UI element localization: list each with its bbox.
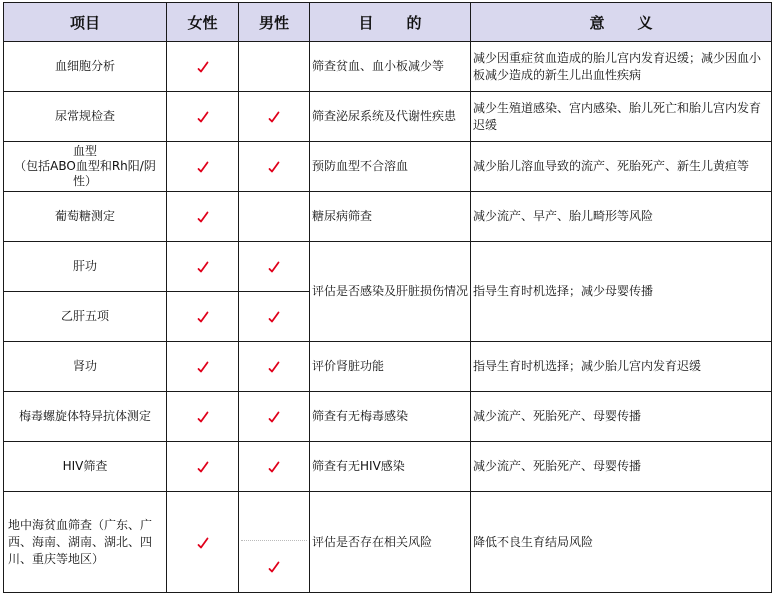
table-row [4, 42, 772, 92]
header-item: 项目 [4, 3, 167, 42]
meaning-cell: 指导生育时机选择；减少母婴传播 [471, 242, 772, 342]
table-row [4, 392, 772, 442]
header-meaning-char2: 义 [637, 13, 653, 32]
table-row [4, 92, 772, 142]
item-cell: 肝功 [4, 242, 167, 292]
checkmark-icon [197, 111, 209, 123]
male-cell [239, 342, 310, 392]
header-purpose [310, 3, 471, 42]
table-row [4, 442, 772, 492]
purpose-cell: 糖尿病筛查 [310, 192, 471, 242]
female-cell [167, 92, 239, 142]
table-row [4, 242, 772, 292]
checkmark-icon [197, 211, 209, 223]
table-row [4, 192, 772, 242]
purpose-cell: 评价肾脏功能 [310, 342, 471, 392]
checkmark-icon [268, 411, 280, 423]
checkmark-icon [268, 311, 280, 323]
female-cell [167, 492, 239, 593]
header-purpose-char2: 的 [406, 13, 422, 32]
female-cell [167, 42, 239, 92]
item-cell [4, 142, 167, 192]
header-purpose-char1: 目 [358, 13, 374, 32]
meaning-cell: 减少流产、早产、胎儿畸形等风险 [471, 192, 772, 242]
purpose-cell: 预防血型不合溶血 [310, 142, 471, 192]
item-cell: 乙肝五项 [4, 292, 167, 342]
purpose-cell: 评估是否感染及肝脏损伤情况 [310, 242, 471, 342]
purpose-cell: 筛查泌尿系统及代谢性疾患 [310, 92, 471, 142]
male-cell [239, 292, 310, 342]
meaning-cell: 降低不良生育结局风险 [471, 492, 772, 593]
purpose-cell: 筛查有无梅毒感染 [310, 392, 471, 442]
checkmark-icon [197, 61, 209, 73]
checkmark-icon [268, 261, 280, 273]
header-female: 女性 [167, 3, 239, 42]
purpose-cell: 评估是否存在相关风险 [310, 492, 471, 593]
female-cell [167, 442, 239, 492]
table-row [4, 142, 772, 192]
checkmark-icon [197, 461, 209, 473]
meaning-cell: 指导生育时机选择；减少胎儿宫内发育迟缓 [471, 342, 772, 392]
meaning-cell: 减少流产、死胎死产、母婴传播 [471, 392, 772, 442]
checkmark-icon [197, 311, 209, 323]
male-cell [239, 42, 310, 92]
female-cell [167, 192, 239, 242]
purpose-cell: 筛查有无HIV感染 [310, 442, 471, 492]
male-cell [239, 242, 310, 292]
female-cell [167, 292, 239, 342]
female-cell [167, 242, 239, 292]
table-row [4, 492, 772, 593]
purpose-cell: 筛查贫血、血小板减少等 [310, 42, 471, 92]
meaning-cell: 减少胎儿溶血导致的流产、死胎死产、新生儿黄疸等 [471, 142, 772, 192]
meaning-cell: 减少生殖道感染、宫内感染、胎儿死亡和胎儿宫内发育迟缓 [471, 92, 772, 142]
male-cell [239, 392, 310, 442]
item-cell: 梅毒螺旋体特异抗体测定 [4, 392, 167, 442]
header-meaning-char1: 意 [589, 13, 605, 32]
checkmark-icon [197, 161, 209, 173]
male-cell [239, 442, 310, 492]
item-cell: 血细胞分析 [4, 42, 167, 92]
item-cell: 葡萄糖测定 [4, 192, 167, 242]
header-male: 男性 [239, 3, 310, 42]
item-line-2: （包括ABO血型和Rh阳/阴性） [14, 159, 156, 188]
meaning-cell: 减少因重症贫血造成的胎儿宫内发育迟缓；减少因血小板减少造成的新生儿出血性疾病 [471, 42, 772, 92]
checkmark-icon [268, 111, 280, 123]
item-cell: 肾功 [4, 342, 167, 392]
checkmark-icon [268, 561, 280, 573]
checkmark-icon [268, 161, 280, 173]
checkmark-icon [197, 261, 209, 273]
header-row [4, 3, 772, 42]
item-line-1: 血型 [72, 144, 97, 158]
item-cell: 地中海贫血筛查（广东、广西、海南、湖南、湖北、四川、重庆等地区） [4, 492, 167, 593]
meaning-cell: 减少流产、死胎死产、母婴传播 [471, 442, 772, 492]
checkmark-icon [268, 361, 280, 373]
header-meaning [471, 3, 772, 42]
female-cell [167, 142, 239, 192]
checkmark-icon [197, 411, 209, 423]
female-cell [167, 342, 239, 392]
item-cell: 尿常规检查 [4, 92, 167, 142]
male-cell [239, 492, 310, 593]
male-cell-upper [241, 492, 307, 541]
male-cell [239, 92, 310, 142]
male-cell [239, 192, 310, 242]
item-cell: HIV筛查 [4, 442, 167, 492]
male-cell [239, 142, 310, 192]
male-cell-lower [241, 541, 307, 592]
checkmark-icon [268, 461, 280, 473]
female-cell [167, 392, 239, 442]
checkmark-icon [197, 537, 209, 549]
preconception-exam-table [3, 2, 772, 593]
checkmark-icon [197, 361, 209, 373]
table-row [4, 342, 772, 392]
